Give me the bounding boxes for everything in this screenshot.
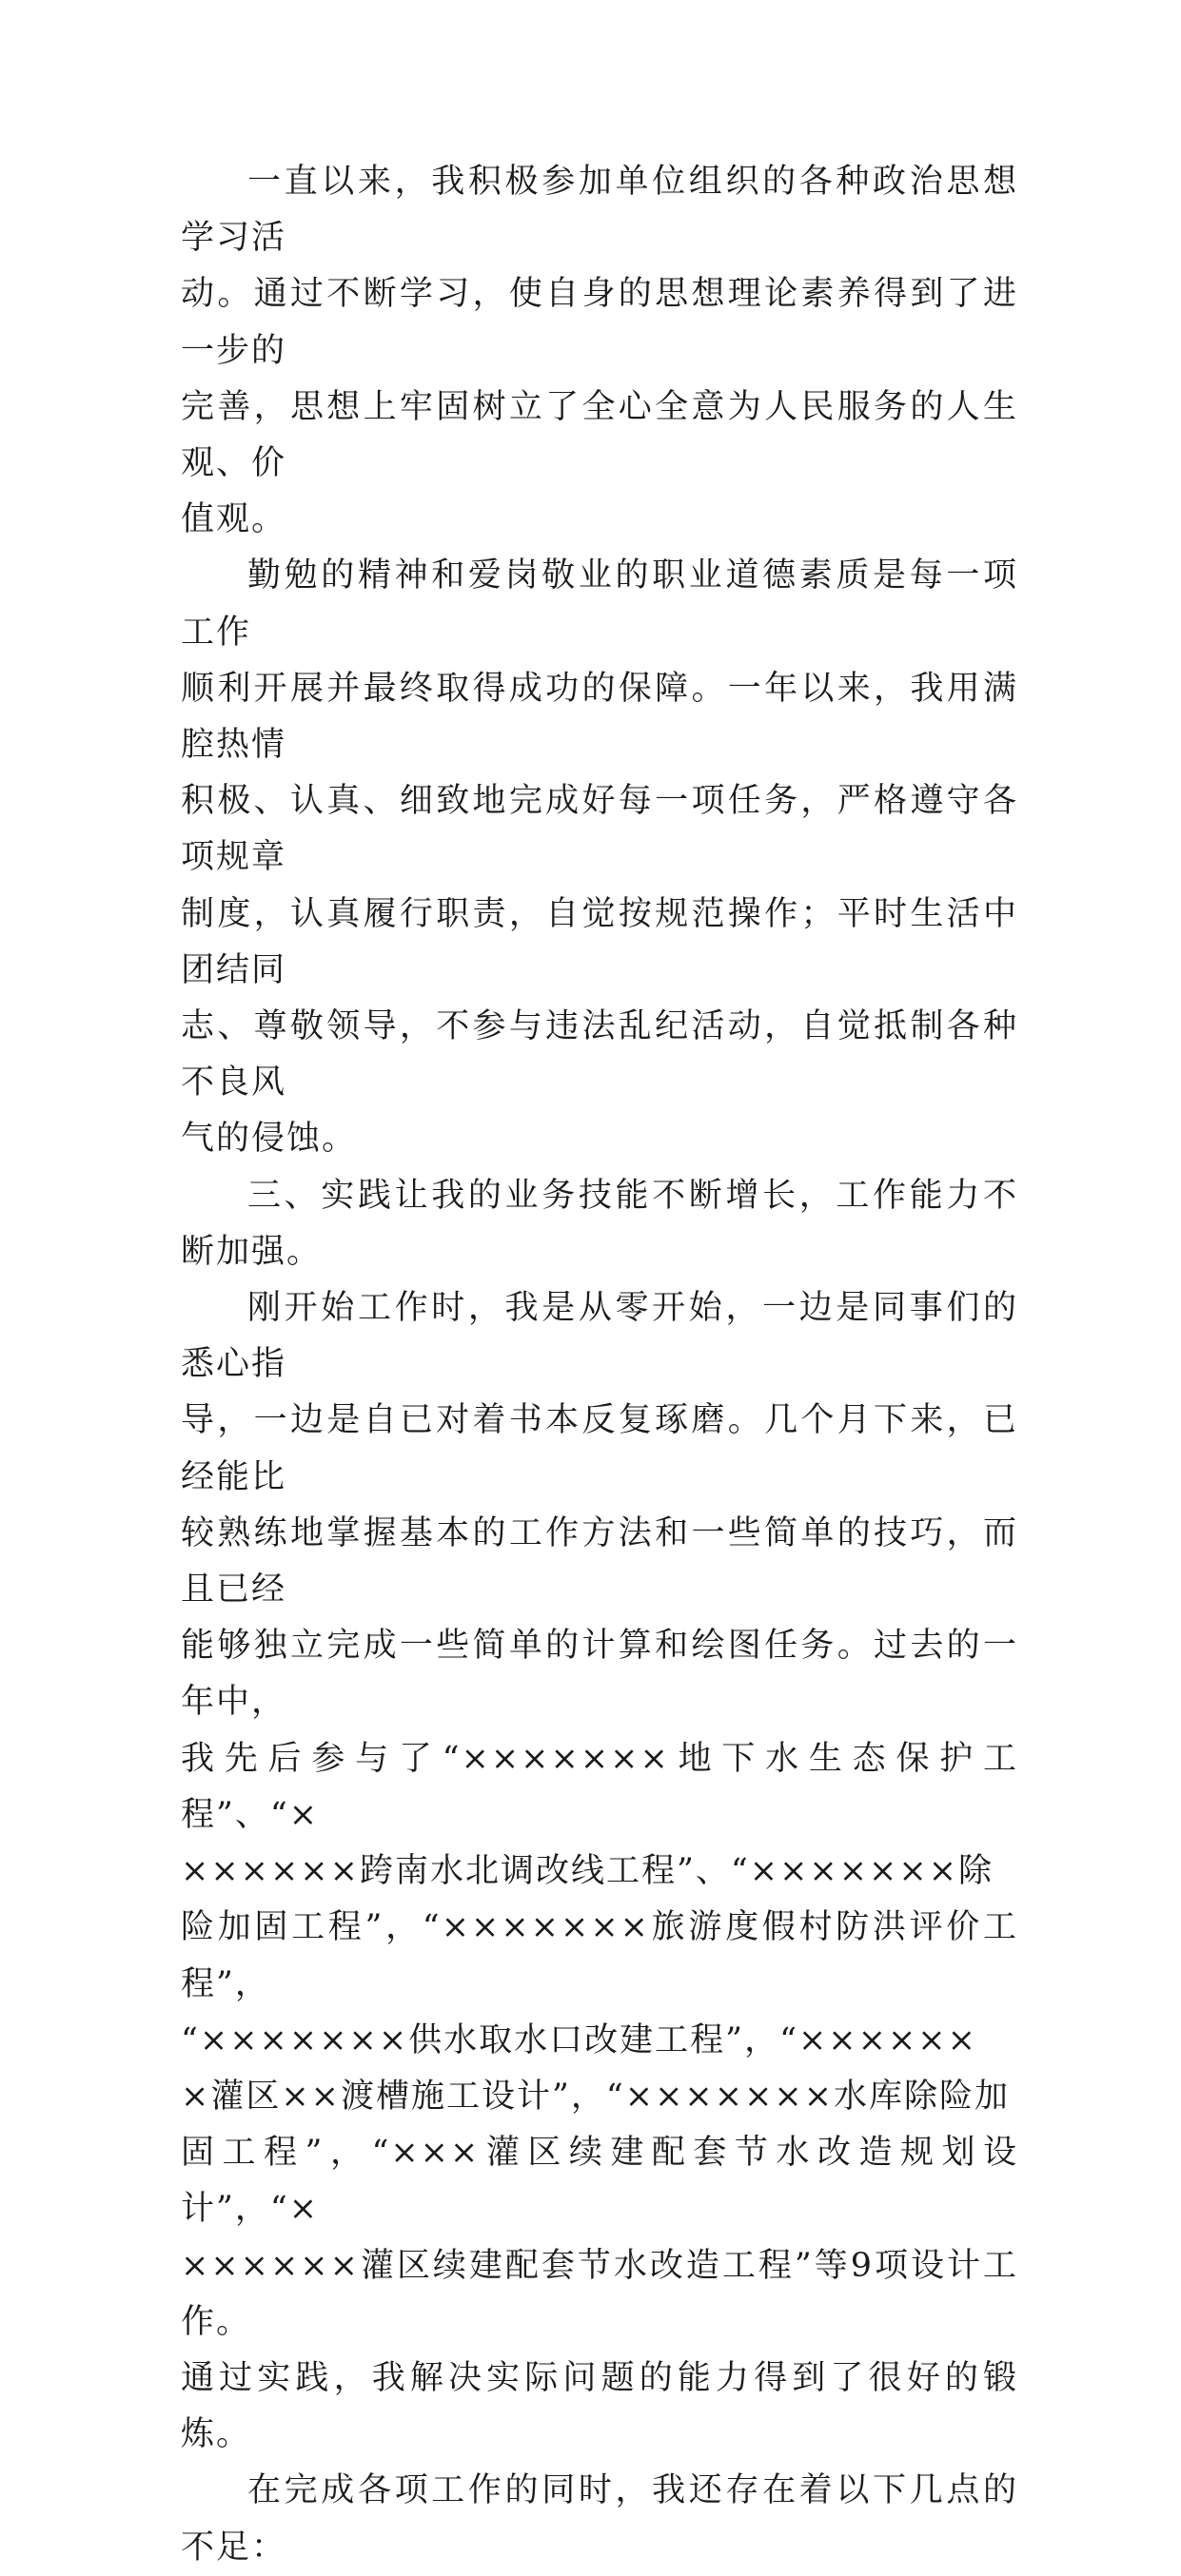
text-line: 导，一边是自已对着书本反复琢磨。几个月下来，已经能比 bbox=[181, 1401, 1018, 1496]
text-line: 三、实践让我的业务技能不断增长，工作能力不断加强。 bbox=[181, 1176, 1018, 1271]
text-line: “×××××××供水取水口改建工程”，“×××××× bbox=[181, 2020, 977, 2059]
paragraph-work-ethic bbox=[181, 548, 1018, 1167]
section-heading-practice bbox=[181, 1168, 1018, 1280]
text-line: 较熟练地掌握基本的工作方法和一些简单的技巧，而且已经 bbox=[181, 1513, 1018, 1610]
text-line: 气的侵蚀。 bbox=[181, 1120, 358, 1159]
text-line: 一直以来，我积极参加单位组织的各种政治思想学习活 bbox=[181, 163, 1018, 258]
paragraph-shortcomings bbox=[181, 2463, 1018, 2575]
text-line: 动。通过不断学习，使自身的思想理论素养得到了进一步的 bbox=[181, 275, 1018, 370]
text-line: 险加固工程”，“×××××××旅游度假村防洪评价工程”， bbox=[181, 1908, 1018, 2003]
text-line: 我先后参与了“×××××××地下水生态保护工程”、“× bbox=[181, 1739, 1018, 1834]
text-line: 制度，认真履行职责，自觉按规范操作；平时生活中团结同 bbox=[181, 894, 1018, 989]
text-line: 固工程”，“×××灌区续建配套节水改造规划设计”，“× bbox=[181, 2134, 1018, 2229]
document-body bbox=[181, 154, 1018, 2576]
text-line: 能够独立完成一些简单的计算和绘图任务。过去的一年中， bbox=[181, 1627, 1018, 1722]
text-line: ×灌区××渡槽施工设计”，“×××××××水库除险加 bbox=[181, 2077, 1011, 2116]
text-line: 刚开始工作时，我是从零开始，一边是同事们的悉心指 bbox=[181, 1289, 1018, 1384]
text-line: 值观。 bbox=[181, 500, 287, 539]
text-line: 顺利开展并最终取得成功的保障。一年以来，我用满腔热情 bbox=[181, 669, 1018, 765]
text-line: ××××××灌区续建配套节水改造工程”等9项设计工作。 bbox=[181, 2246, 1018, 2341]
paragraph-political-study bbox=[181, 154, 1018, 548]
text-line: 积极、认真、细致地完成好每一项任务，严格遵守各项规章 bbox=[181, 782, 1018, 877]
paragraph-projects bbox=[181, 1280, 1018, 2463]
text-line: 勤勉的精神和爱岗敬业的职业道德素质是每一项工作 bbox=[181, 556, 1018, 652]
text-line: 通过实践，我解决实际问题的能力得到了很好的锻炼。 bbox=[181, 2358, 1018, 2454]
text-line: 在完成各项工作的同时，我还存在着以下几点的不足： bbox=[181, 2471, 1018, 2566]
text-line: 志、尊敬领导，不参与违法乱纪活动，自觉抵制各种不良风 bbox=[181, 1007, 1018, 1103]
text-line: ××××××跨南水北调改线工程”、“×××××××除 bbox=[181, 1852, 994, 1891]
text-line: 完善，思想上牢固树立了全心全意为人民服务的人生观、价 bbox=[181, 387, 1018, 483]
